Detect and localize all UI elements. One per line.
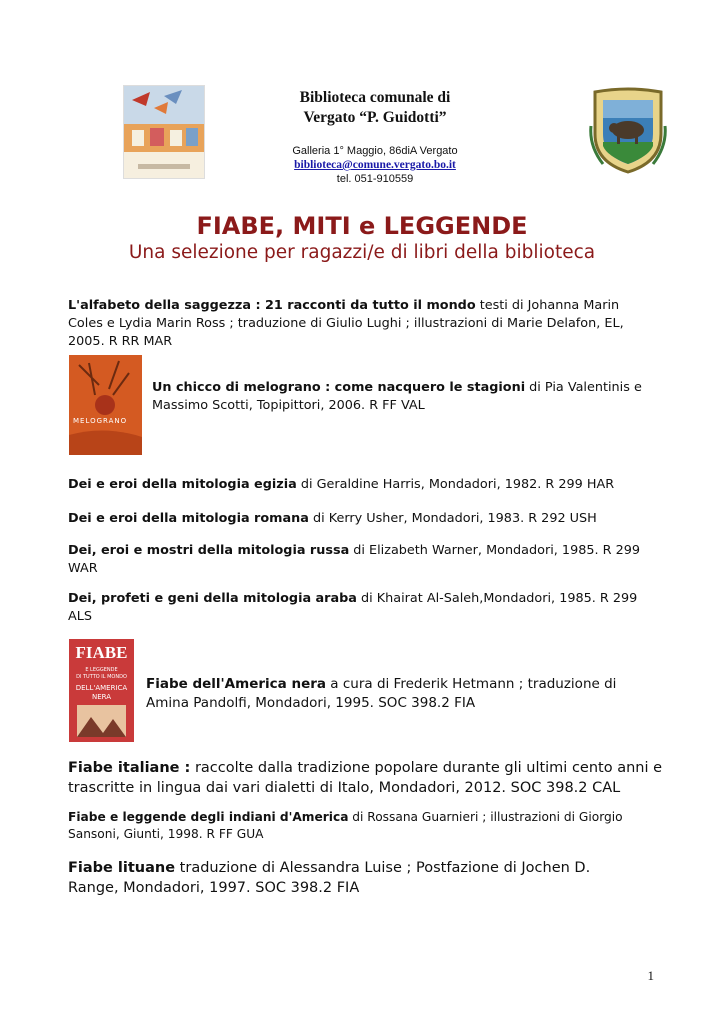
page-title: FIABE, MITI e LEGGENDE [196, 212, 528, 240]
book-details: di Khairat Al-Saleh,Mondadori, 1985. R 299 ALS [68, 591, 638, 624]
fiabe-cover-sub3: DELL'AMERICA [75, 684, 128, 692]
book-details: di Elizabeth Warner, Mondadori, 1985. R 299 WAR [68, 543, 641, 576]
book-entry [152, 379, 662, 415]
book-details: a cura di Frederik Hetmann ; traduzione di Amina Pandolfi, Mondadori, 1995. SOC 398.2 FIA [146, 676, 617, 711]
book-entry [146, 675, 646, 713]
library-name-line1: Biblioteca comunale di [299, 89, 451, 106]
book-title: Fiabe dell'America nera [146, 676, 326, 692]
book-entry [68, 758, 663, 798]
book-details: testi di Johanna Marin Coles e Lydia Marin Ross ; traduzione di Giulio Lughi ; illustrazioni di Marie Delafon, EL, 2005. R RR MAR [68, 298, 624, 349]
fiabe-cover-sub2: DI TUTTO IL MONDO [76, 674, 127, 680]
fiabe-cover-sub1: E LEGGENDE [85, 667, 118, 673]
book-title: Fiabe italiane : [68, 760, 191, 776]
book-details: di Pia Valentinis e Massimo Scotti, Topipittori, 2006. R FF VAL [152, 380, 642, 413]
melograno-cover-text: MELOGRANO [73, 417, 128, 425]
book-entry [68, 510, 658, 528]
library-phone: tel. 051-910559 [336, 173, 414, 185]
library-logo-image [123, 85, 205, 179]
book-details: raccolte dalla tradizione popolare durante gli ultimi cento anni e trascritte in lingua dai vari dialetti di Italo, Mondadori, 2012. SOC 398.2 CAL [68, 760, 663, 796]
book-title: Dei e eroi della mitologia romana [68, 511, 309, 526]
library-name-line2: Vergato “P. Guidotti” [303, 109, 447, 126]
book-title: Dei, eroi e mostri della mitologia russa [68, 543, 350, 558]
library-name [240, 88, 510, 128]
book-entry [68, 590, 658, 626]
book-entry [68, 809, 658, 843]
library-contact [240, 144, 510, 186]
library-address: Galleria 1° Maggio, 86diA Vergato [292, 145, 458, 157]
book-entry [68, 476, 658, 494]
book-cover-fiabe-america-nera [69, 639, 134, 742]
book-details: di Geraldine Harris, Mondadori, 1982. R 299 HAR [296, 477, 615, 492]
book-details: traduzione di Alessandra Luise ; Postfazione di Jochen D. Range, Mondadori, 1997. SOC 398.2 FIA [68, 860, 591, 896]
book-details: di Rossana Guarnieri ; illustrazioni di Giorgio Sansoni, Giunti, 1998. R FF GUA [68, 810, 623, 841]
book-title: Un chicco di melograno : come nacquero le stagioni [152, 380, 526, 395]
book-title: Dei e eroi della mitologia egizia [68, 477, 297, 492]
book-title: L'alfabeto della saggezza : 21 racconti da tutto il mondo [68, 298, 476, 313]
coat-of-arms-image [589, 86, 667, 176]
fiabe-cover-word: FIABE [75, 643, 128, 662]
book-entry [68, 297, 658, 351]
book-title: Dei, profeti e geni della mitologia araba [68, 591, 357, 606]
book-details: di Kerry Usher, Mondadori, 1983. R 292 USH [308, 511, 597, 526]
page-number: 1 [647, 968, 654, 983]
book-entry [68, 542, 658, 578]
book-entry [68, 858, 628, 898]
fiabe-cover-sub4: NERA [91, 693, 112, 701]
page-subtitle: Una selezione per ragazzi/e di libri della biblioteca [128, 242, 596, 263]
book-title: Fiabe lituane [68, 860, 176, 876]
book-cover-melograno [69, 355, 142, 455]
book-title: Fiabe e leggende degli indiani d'America [68, 810, 349, 824]
library-email-link[interactable]: biblioteca@comune.vergato.bo.it [294, 159, 456, 171]
